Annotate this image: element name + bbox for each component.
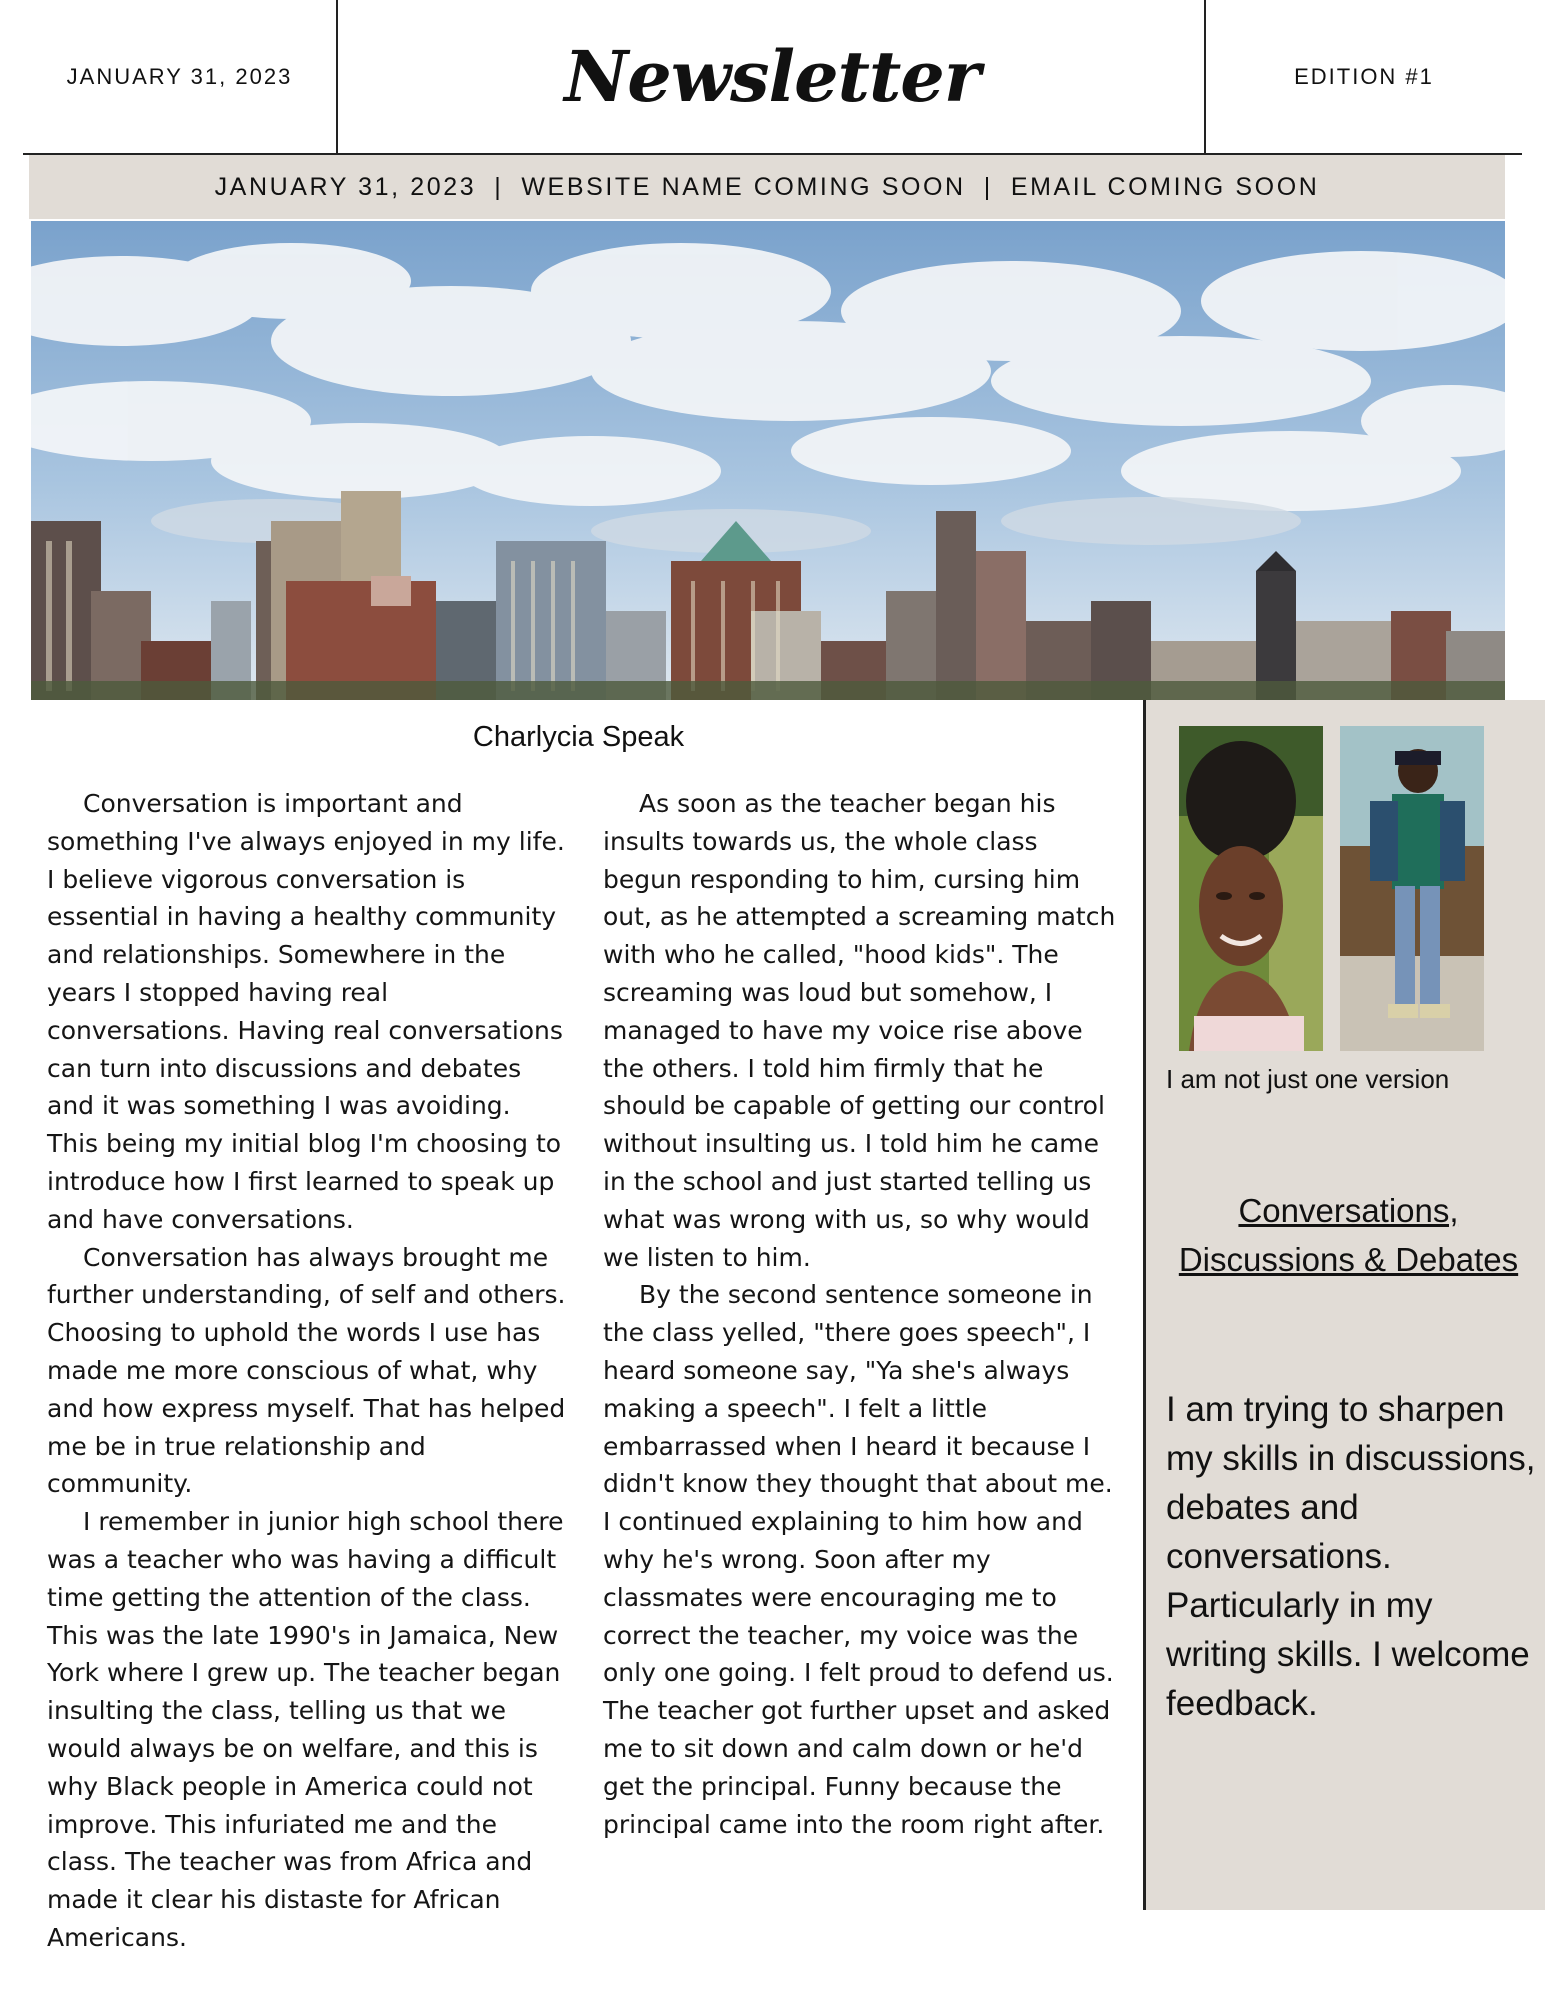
info-email: EMAIL COMING SOON bbox=[1010, 172, 1320, 201]
skyline-illustration bbox=[31, 221, 1505, 700]
info-website: WEBSITE NAME COMING SOON bbox=[521, 172, 966, 201]
sidebar-body: I am trying to sharpen my skills in discussions, debates and conversations. Particularly in my writing skills. I welcome feedback. bbox=[1166, 1390, 1536, 1723]
newsletter-title: Newsletter bbox=[564, 35, 980, 118]
edition-number: EDITION #1 bbox=[1294, 63, 1434, 89]
article-paragraph: As soon as the teacher began his insults towards us, the whole class begun responding to him, cursing him out, as he attempted a screaming match with who he called, "hood kids". The screaming was loud but somehow, I managed to have my voice rise above the others. I told him firmly that he should be capable of getting our control without insulting us. I told him he came in the school and just started telling us what was wrong with us, so why would we listen to him. bbox=[603, 789, 1116, 1272]
info-separator: | bbox=[494, 172, 504, 201]
portrait-photo bbox=[1179, 726, 1323, 1051]
article-title: Charlycia Speak bbox=[472, 721, 685, 753]
info-bar bbox=[29, 155, 1505, 219]
article-paragraph: By the second sentence someone in the class yelled, "there goes speech", I heard someone say, "Ya she's always making a speech". I felt a little embarrassed when I heard it because I didn't know they thought that about me. I continued explaining to him how and why he's wrong. Soon after my classmates were encouraging me to correct the teacher, my voice was the only one going. I felt proud to defend us. The teacher got further upset and asked me to sit down and calm down or he'd get the principal. Funny because the principal came into the room right after. bbox=[603, 1280, 1114, 1839]
city-skyline-image bbox=[31, 221, 1505, 700]
sidebar bbox=[1143, 700, 1545, 1910]
portrait-illustration bbox=[1179, 726, 1323, 1051]
article-paragraph: Conversation is important and something I've always enjoyed in my life. I believe vigorous conversation is essential in having a healthy community and relationships. Somewhere in the years I stopped having real conversations. Having real conversations can turn into discussions and debates and it was something I was avoiding. This being my initial blog I'm choosing to introduce how I first learned to speak up and have conversations. bbox=[47, 789, 565, 1234]
masthead bbox=[23, 0, 1522, 155]
article-paragraph: I remember in junior high school there was a teacher who was having a difficult time getting the attention of the class. This was the late 1990's in Jamaica, New York where I grew up. The teacher began insulting the class, telling us that we would always be on welfare, and this is why Black people in America could not improve. This infuriated me and the class. The teacher was from Africa and made it clear his distaste for African Americans. bbox=[47, 1507, 564, 1952]
photo-caption: I am not just one version bbox=[1166, 1064, 1450, 1094]
sidebar-heading: Conversations, Discussions & Debates bbox=[1178, 1192, 1519, 1278]
full-length-photo bbox=[1340, 726, 1484, 1051]
article-column-1 bbox=[47, 785, 567, 1957]
info-separator: | bbox=[983, 172, 993, 201]
masthead-date: JANUARY 31, 2023 bbox=[66, 63, 293, 89]
article-column-2 bbox=[603, 785, 1123, 1843]
info-date: JANUARY 31, 2023 bbox=[214, 172, 477, 201]
article-paragraph: Conversation has always brought me further understanding, of self and others. Choosing to uphold the words I use has made me more conscious of what, why and how express myself. That has helped me be in true relationship and community. bbox=[47, 1242, 566, 1499]
full-length-illustration bbox=[1340, 726, 1484, 1051]
